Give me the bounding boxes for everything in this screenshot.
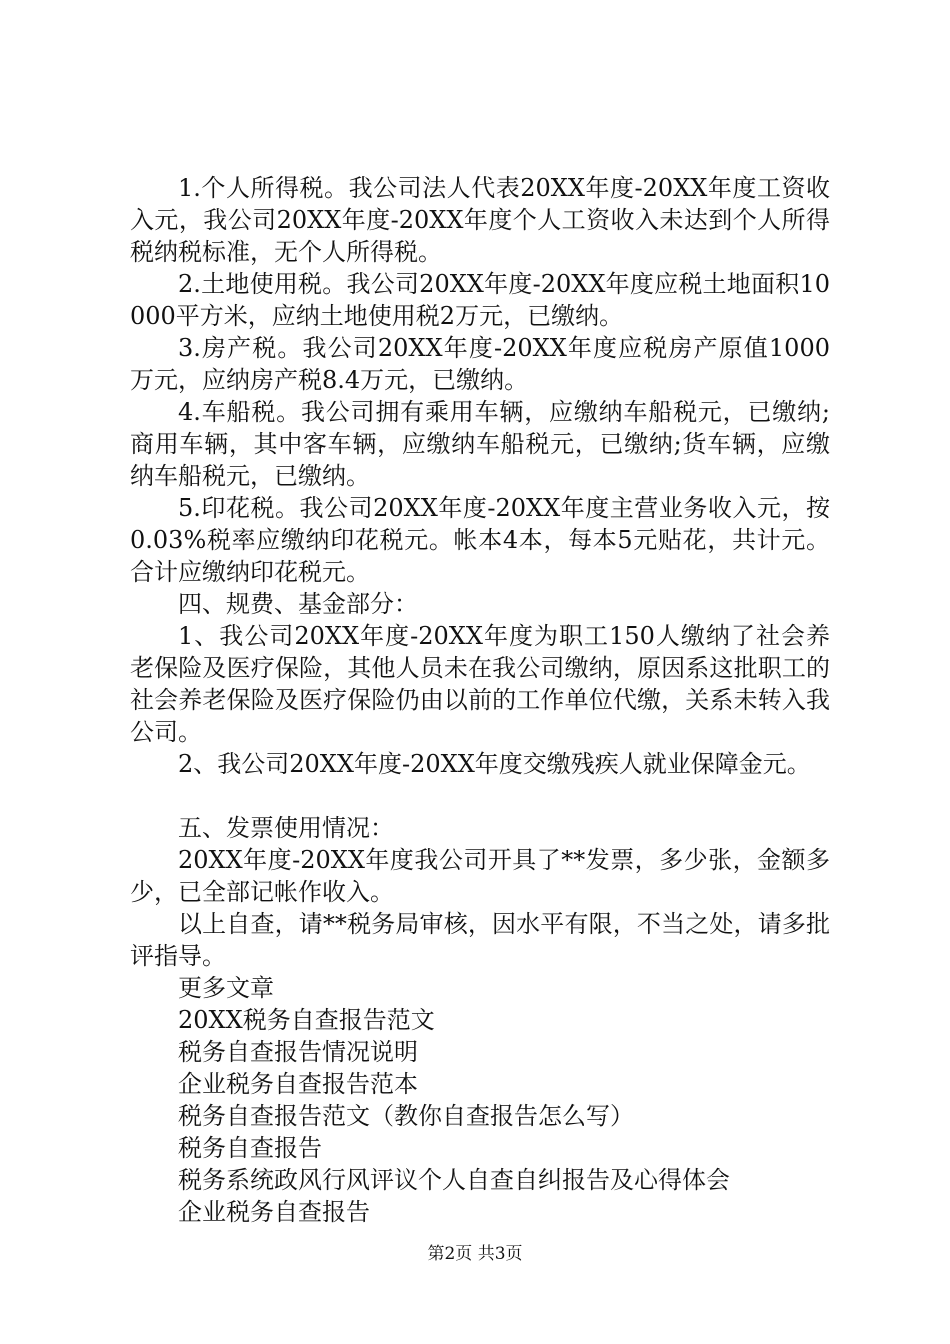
section-heading-invoices: 五、发票使用情况： <box>178 814 394 842</box>
article-link[interactable]: 企业税务自查报告范本 <box>178 1070 418 1098</box>
blank-line <box>130 780 830 812</box>
section-heading-fees: 四、规费、基金部分： <box>178 590 418 618</box>
more-articles-list <box>130 972 830 1228</box>
paragraph-personal-income-tax: 1.个人所得税。我公司法人代表20XX年度-20XX年度工资收入元，我公司20XX年度-20XX年度个人工资收入未达到个人所得税纳税标准，无个人所得税。 <box>130 174 830 266</box>
article-link[interactable]: 税务系统政风行风评议个人自查自纠报告及心得体会 <box>178 1166 730 1194</box>
page-number: 第2页 共3页 <box>427 1244 523 1264</box>
article-link[interactable]: 企业税务自查报告 <box>178 1198 370 1226</box>
paragraph-property-tax: 3.房产税。我公司20XX年度-20XX年度应税房产原值1000万元，应纳房产税8.4万元，已缴纳。 <box>130 334 830 394</box>
article-link[interactable]: 税务自查报告 <box>178 1134 322 1162</box>
paragraph-stamp-tax: 5.印花税。我公司20XX年度-20XX年度主营业务收入元，按0.03%税率应缴纳印花税元。帐本4本，每本5元贴花，共计元。合计应缴纳印花税元。 <box>130 494 830 586</box>
paragraph-vehicle-tax: 4.车船税。我公司拥有乘用车辆，应缴纳车船税元，已缴纳;商用车辆，其中客车辆，应缴纳车船税元，已缴纳;货车辆，应缴纳车船税元，已缴纳。 <box>130 398 830 490</box>
paragraph-invoices: 20XX年度-20XX年度我公司开具了**发票，多少张，金额多少，已全部记帐作收入。 <box>130 846 830 906</box>
page-footer <box>0 1242 950 1266</box>
article-link[interactable]: 税务自查报告范文（教你自查报告怎么写） <box>178 1102 634 1130</box>
article-link[interactable]: 税务自查报告情况说明 <box>178 1038 418 1066</box>
more-articles-heading: 更多文章 <box>178 974 274 1002</box>
document-body <box>130 172 830 1228</box>
paragraph-land-use-tax: 2.土地使用税。我公司20XX年度-20XX年度应税土地面积10000平方米，应纳土地使用税2万元，已缴纳。 <box>130 270 830 330</box>
article-link[interactable]: 20XX税务自查报告范文 <box>178 1006 435 1034</box>
paragraph-disability-fund: 2、我公司20XX年度-20XX年度交缴残疾人就业保障金元。 <box>178 750 811 778</box>
paragraph-social-insurance: 1、我公司20XX年度-20XX年度为职工150人缴纳了社会养老保险及医疗保险，其他人员未在我公司缴纳，原因系这批职工的社会养老保险及医疗保险仍由以前的工作单位代缴，关系未转入我公司。 <box>130 622 830 746</box>
paragraph-closing: 以上自查，请**税务局审核，因水平有限，不当之处，请多批评指导。 <box>130 910 830 970</box>
